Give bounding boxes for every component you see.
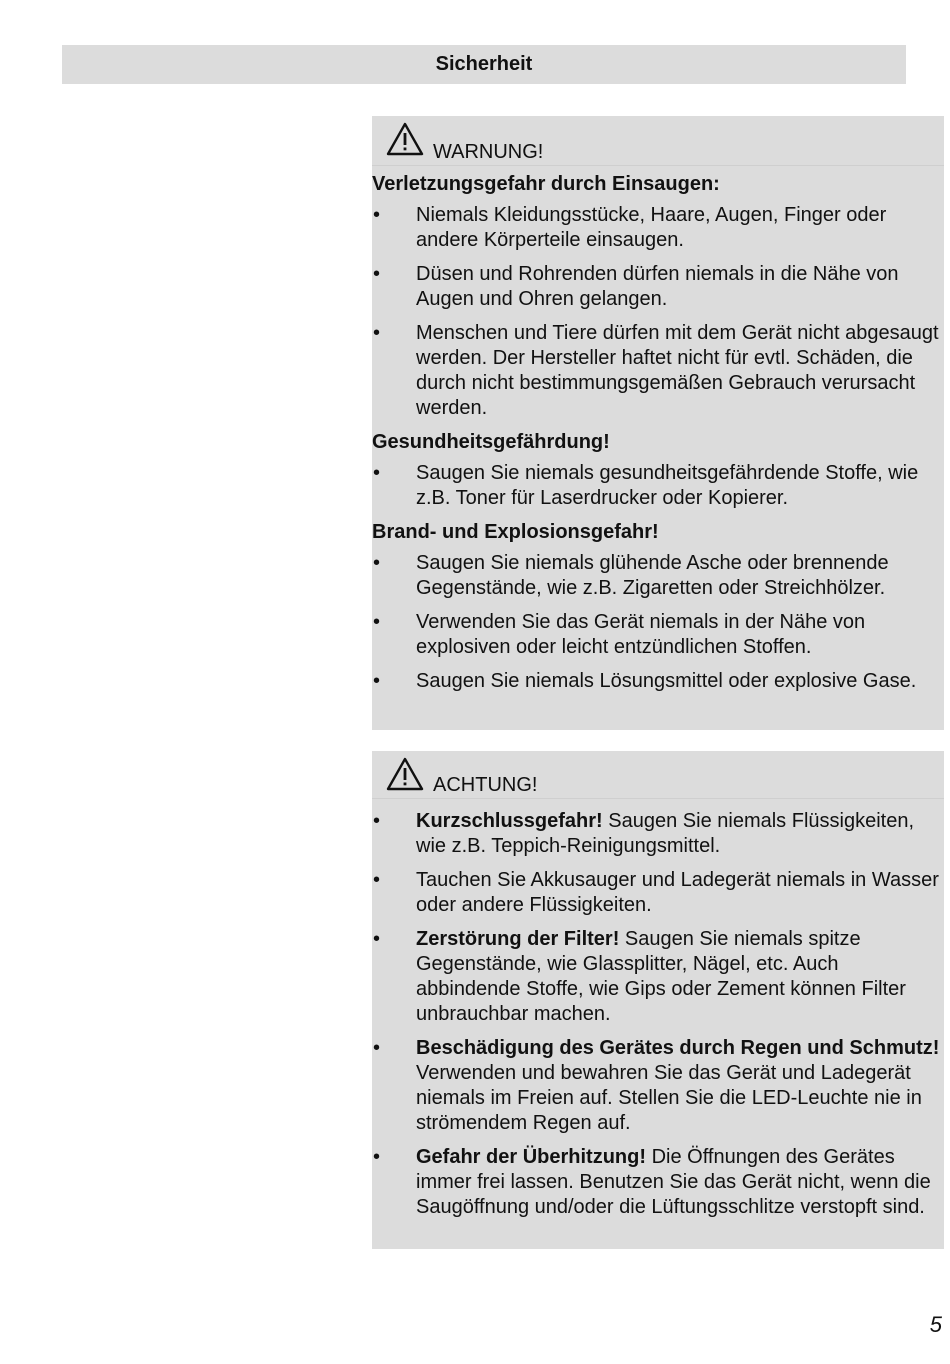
section-title: Verletzungsgefahr durch Einsaugen: [372,173,720,195]
item-text: Die Öffnungen des Gerätes immer frei lassen. Benutzen Sie das Gerät nicht, wenn die Saugöffnung und/oder die Lüftungsschlitze verstopft sind. [416,1146,931,1218]
list-item: • Düsen und Rohrenden dürfen niemals in die Nähe von Augen und Ohren gelangen. [372,262,944,312]
section-title: Brand- und Explosionsgefahr! [372,521,659,543]
bullet-list [372,461,944,511]
warning-label: WARNUNG! [433,141,544,163]
item-text: Tauchen Sie Akkusauger und Ladegerät niemals in Wasser oder andere Flüssigkeiten. [416,869,939,916]
warning-triangle-icon [386,757,424,791]
warning-section [372,520,944,694]
warning-section [372,172,944,421]
caution-divider [372,798,944,799]
caution-header [372,751,944,797]
page-number: 5 [929,1312,942,1337]
list-item: • Saugen Sie niemals Lösungsmittel oder explosive Gase. [372,669,944,694]
list-item: • Verwenden Sie das Gerät niemals in der Nähe von explosiven oder leicht entzündlichen Stoffen. [372,610,944,660]
caution-box [372,751,944,1249]
list-item: • Saugen Sie niemals gesundheitsgefährdende Stoffe, wie z.B. Toner für Laserdrucker oder Kopierer. [372,461,944,511]
item-emphasis: Kurzschlussgefahr! [416,810,603,832]
item-text: Saugen Sie niemals Flüssigkeiten, wie z.B. Teppich-Reinigungsmittel. [416,810,914,857]
bullet-list [372,551,944,694]
item-text: Saugen Sie niemals spitze Gegenstände, wie Glassplitter, Nägel, etc. Auch abbindende Stoffe, wie Gips oder Zement können Filter unbrauchbar machen. [416,928,906,1025]
warning-divider [372,165,944,166]
warning-box [372,116,944,730]
section-title: Gesundheitsgefährdung! [372,431,610,453]
list-item [372,1036,944,1136]
page-header [62,45,906,84]
item-emphasis: Beschädigung des Gerätes durch Regen und Schmutz! [416,1037,940,1059]
bullet-list [372,203,944,421]
item-emphasis: Gefahr der Überhitzung! [416,1146,647,1168]
list-item [372,809,944,859]
item-text: Verwenden und bewahren Sie das Gerät und Ladegerät niemals im Freien auf. Stellen Sie die LED-Leuchte nie in strömendem Regen auf. [416,1062,922,1134]
list-item: • Menschen und Tiere dürfen mit dem Gerät nicht abgesaugt werden. Der Hersteller haftet nicht für evtl. Schäden, die durch nicht bestimmungsgemäßen Gebrauch verursacht werden. [372,321,944,421]
page-title: Sicherheit [435,53,533,75]
warning-header [372,116,944,164]
list-item: • Saugen Sie niemals glühende Asche oder brennende Gegenstände, wie z.B. Zigaretten oder Streichhölzer. [372,551,944,601]
list-item [372,927,944,1027]
list-item [372,868,944,918]
warning-section [372,430,944,511]
caution-label: ACHTUNG! [433,774,538,796]
list-item [372,1145,944,1220]
warning-triangle-icon [386,122,424,156]
item-emphasis: Zerstörung der Filter! [416,928,620,950]
bullet-list [372,809,944,1220]
list-item: • Niemals Kleidungsstücke, Haare, Augen, Finger oder andere Körperteile einsaugen. [372,203,944,253]
